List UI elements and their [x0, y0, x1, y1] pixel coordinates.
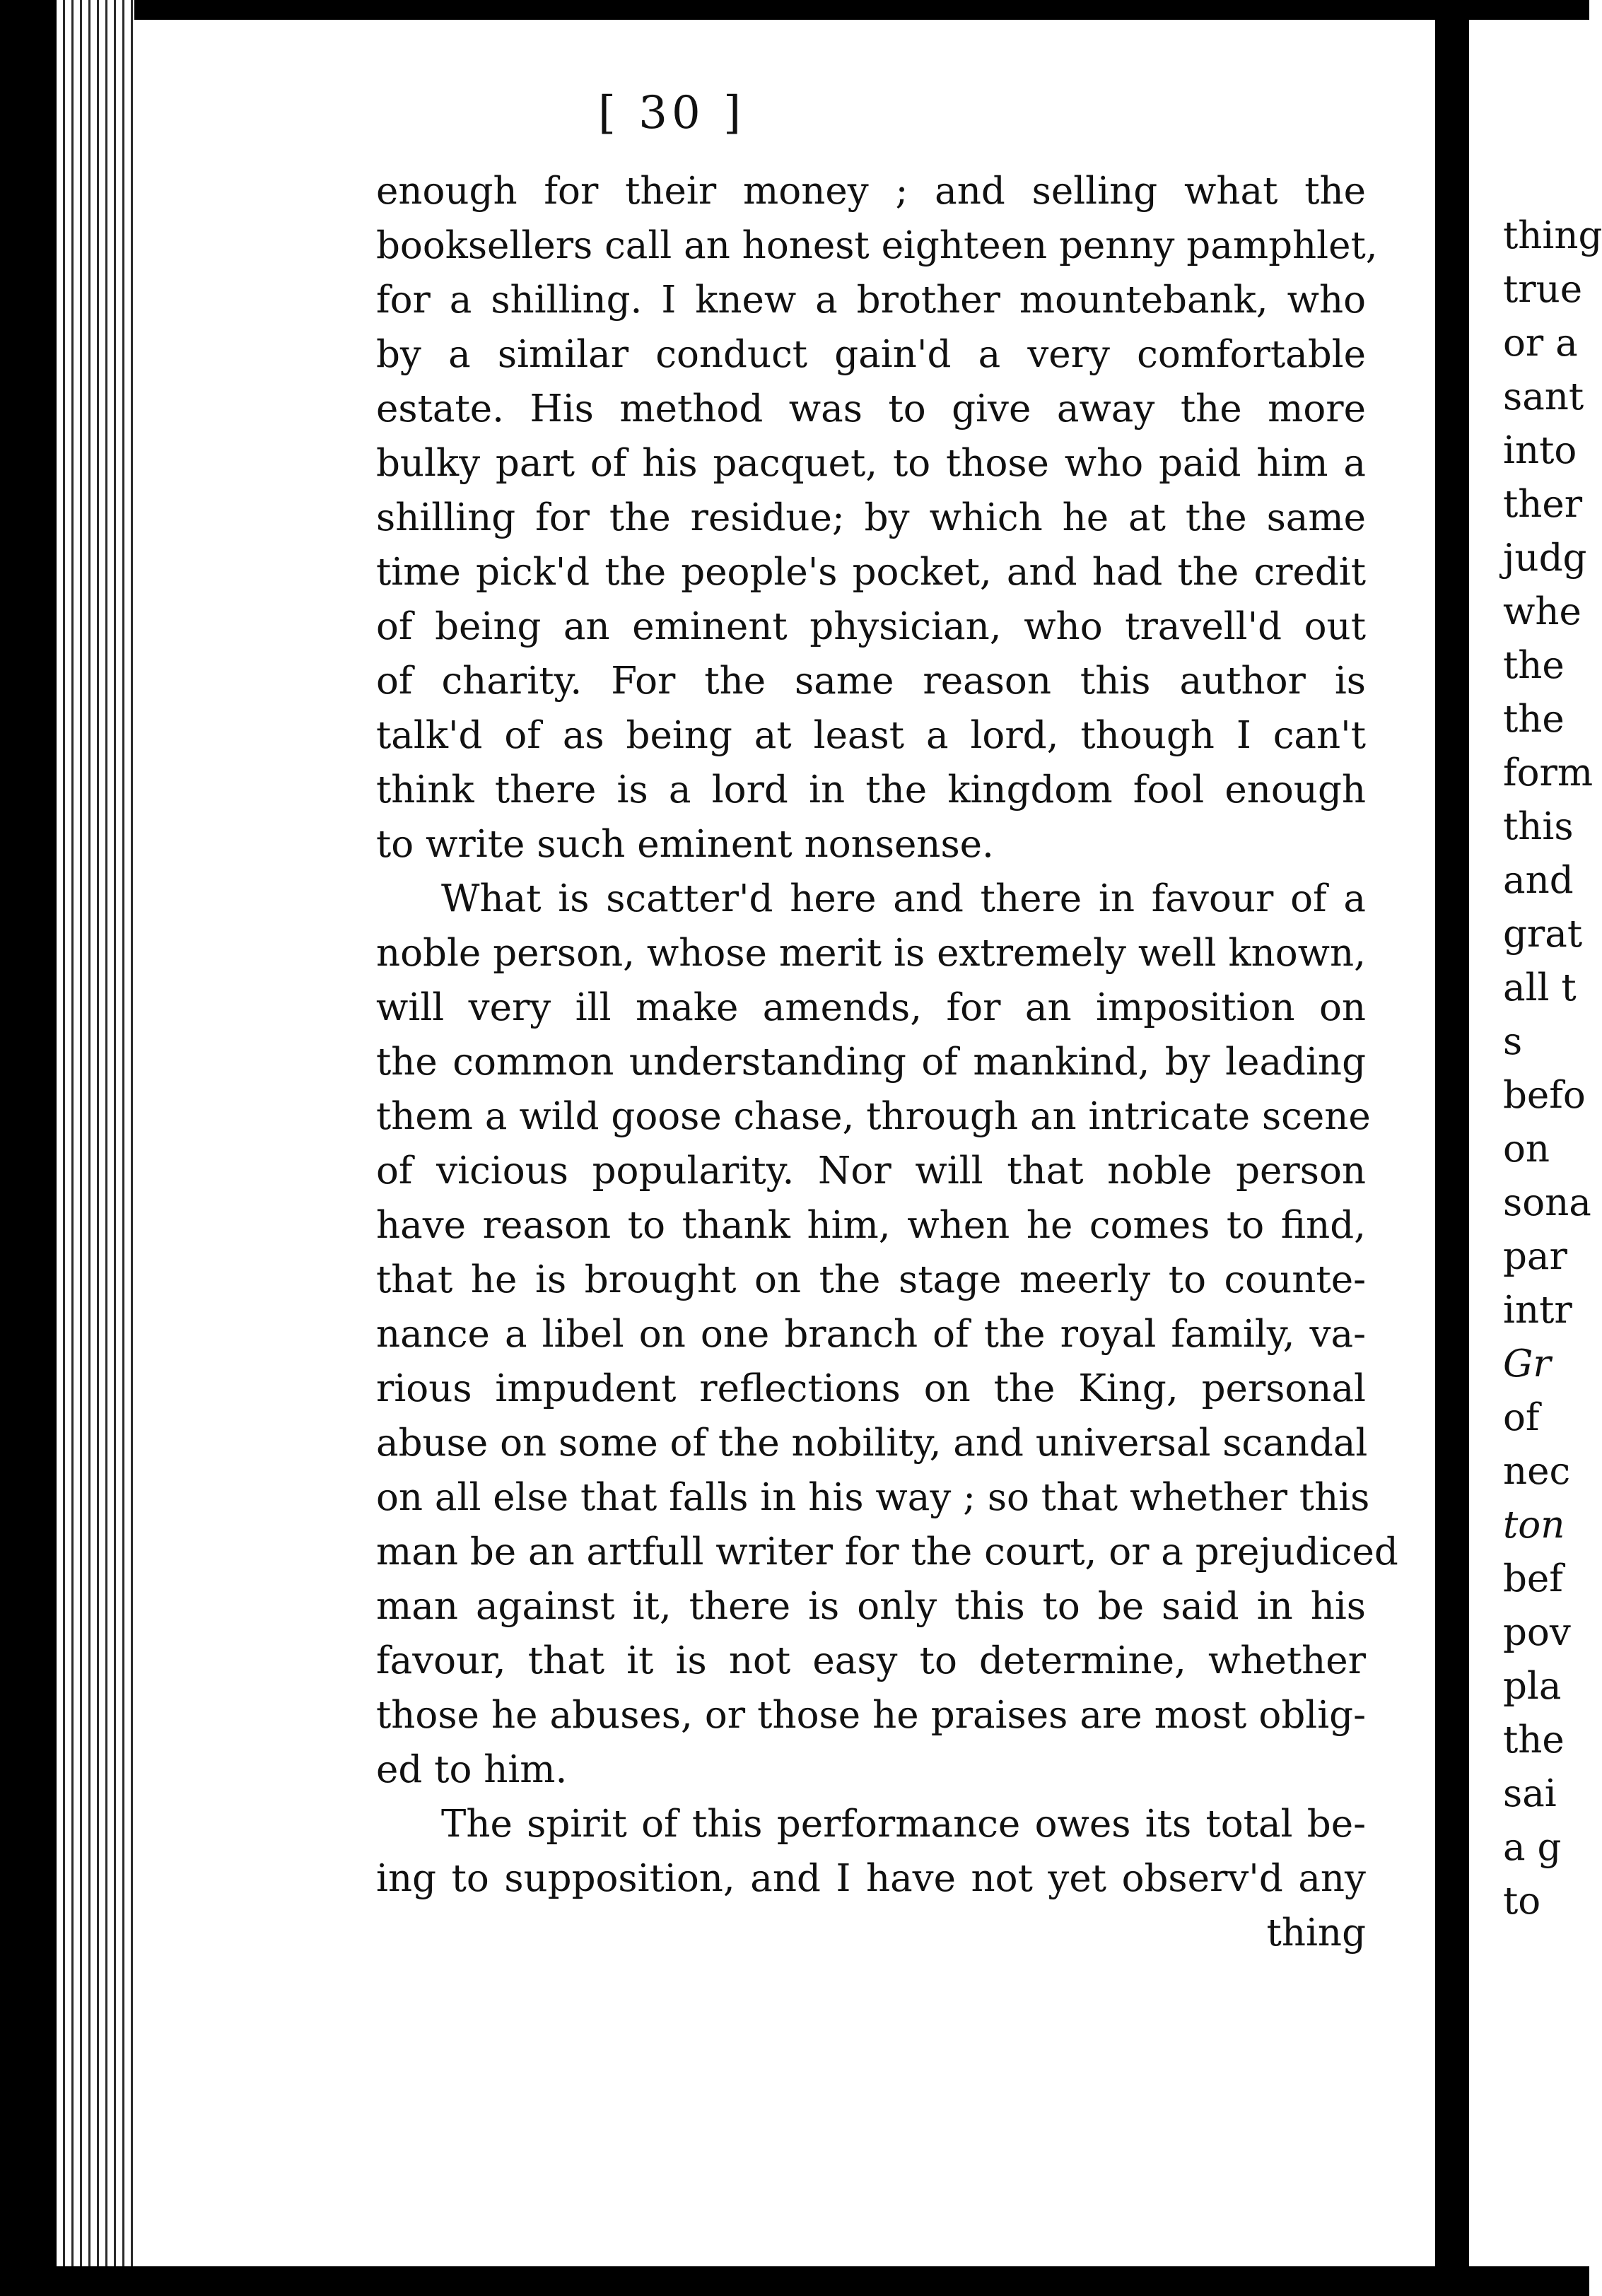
text-line: ing to supposition, and I have not yet observ'd any	[376, 1857, 1366, 1900]
text-line: think there is a lord in the kingdom fool enough	[376, 768, 1366, 812]
text-line: man against it, there is only this to be said in his	[376, 1585, 1366, 1628]
facing-page-line: to	[1503, 1880, 1541, 1923]
text-line: What is scatter'd here and there in favour of a	[441, 877, 1366, 920]
facing-page-line: befo	[1503, 1074, 1586, 1117]
facing-page-line: sona	[1503, 1181, 1591, 1224]
facing-page-line: whe	[1503, 590, 1581, 633]
facing-page	[1469, 20, 1602, 2266]
text-line: noble person, whose merit is extremely well known,	[376, 932, 1366, 975]
facing-page-line: and	[1503, 859, 1574, 902]
facing-page-line: bef	[1503, 1557, 1563, 1600]
facing-page-line: sai	[1503, 1772, 1557, 1815]
facing-page-line: true	[1503, 268, 1583, 311]
facing-page-line: sant	[1503, 375, 1584, 418]
text-line: the common understanding of mankind, by leading	[376, 1041, 1366, 1084]
facing-page-line: judg	[1503, 537, 1587, 580]
facing-page-line: of	[1503, 1396, 1540, 1439]
facing-page-line: or a	[1503, 322, 1578, 365]
facing-page-line: pov	[1503, 1611, 1571, 1654]
text-line: by a similar conduct gain'd a very comfortable	[376, 333, 1366, 376]
text-line: bulky part of his pacquet, to those who paid him a	[376, 442, 1366, 485]
text-line: of being an eminent physician, who travell'd out	[376, 605, 1366, 648]
facing-page-line: intr	[1503, 1289, 1572, 1332]
text-line: man be an artfull writer for the court, or a prejudiced	[376, 1530, 1398, 1574]
book-gutter	[1435, 0, 1469, 2266]
text-line: ed to him.	[376, 1748, 568, 1791]
facing-page-text	[1503, 209, 1602, 1928]
facing-page-line: a g	[1503, 1826, 1562, 1869]
text-line: rious impudent reflections on the King, personal	[376, 1367, 1366, 1410]
facing-page-line: thing	[1503, 214, 1602, 257]
body-text	[376, 164, 1398, 1960]
text-line: nance a libel on one branch of the royal family, va-	[376, 1313, 1366, 1356]
facing-page-line: form	[1503, 751, 1594, 795]
facing-page-line: all t	[1503, 966, 1577, 1009]
facing-page-line: pla	[1503, 1665, 1562, 1708]
book-page-edges	[57, 0, 134, 2296]
text-line: of vicious popularity. Nor will that noble person	[376, 1149, 1366, 1193]
facing-page-line: grat	[1503, 913, 1583, 956]
facing-page-line: the	[1503, 1718, 1565, 1762]
facing-page-line: par	[1503, 1235, 1567, 1278]
text-line: favour, that it is not easy to determine, whether	[376, 1639, 1366, 1682]
text-line: of charity. For the same reason this author is	[376, 660, 1366, 703]
scan-bottom-border	[57, 2266, 1589, 2296]
text-line: on all else that falls in his way ; so that whether this	[376, 1476, 1370, 1519]
text-line: to write such eminent nonsense.	[376, 823, 994, 866]
text-line: The spirit of this performance owes its total be-	[441, 1803, 1366, 1846]
facing-page-line: Gr	[1503, 1342, 1551, 1386]
text-line: them a wild goose chase, through an intricate scene	[376, 1095, 1371, 1138]
text-line: enough for their money ; and selling what the	[376, 170, 1366, 213]
text-line: those he abuses, or those he praises are most oblig-	[376, 1694, 1366, 1737]
text-line: that he is brought on the stage meerly to counte-	[376, 1258, 1366, 1301]
facing-page-line: on	[1503, 1128, 1550, 1171]
facing-page-line: the	[1503, 644, 1565, 687]
facing-page-line: ther	[1503, 483, 1583, 526]
page-number: [ 30 ]	[597, 87, 746, 139]
text-line: for a shilling. I knew a brother mountebank, who	[376, 279, 1366, 322]
text-line: have reason to thank him, when he comes to find,	[376, 1204, 1366, 1247]
facing-page-line: the	[1503, 698, 1565, 741]
facing-page-line: s	[1503, 1020, 1523, 1063]
scan-top-border	[0, 0, 1589, 20]
text-line: talk'd of as being at least a lord, though I can't	[376, 714, 1366, 757]
facing-page-line: nec	[1503, 1450, 1571, 1493]
text-line: abuse on some of the nobility, and universal scandal	[376, 1422, 1368, 1465]
text-line: estate. His method was to give away the more	[376, 387, 1366, 430]
text-line: thing	[1266, 1911, 1366, 1955]
text-line: booksellers call an honest eighteen penny pamphlet,	[376, 224, 1378, 267]
text-line: shilling for the residue; by which he at the same	[376, 496, 1366, 539]
text-line: time pick'd the people's pocket, and had the credit	[376, 551, 1366, 594]
facing-page-line: this	[1503, 805, 1574, 848]
facing-page-line: ton	[1503, 1504, 1565, 1547]
text-line: will very ill make amends, for an imposition on	[376, 986, 1366, 1029]
scan-left-border	[0, 0, 57, 2296]
facing-page-line: into	[1503, 429, 1577, 472]
